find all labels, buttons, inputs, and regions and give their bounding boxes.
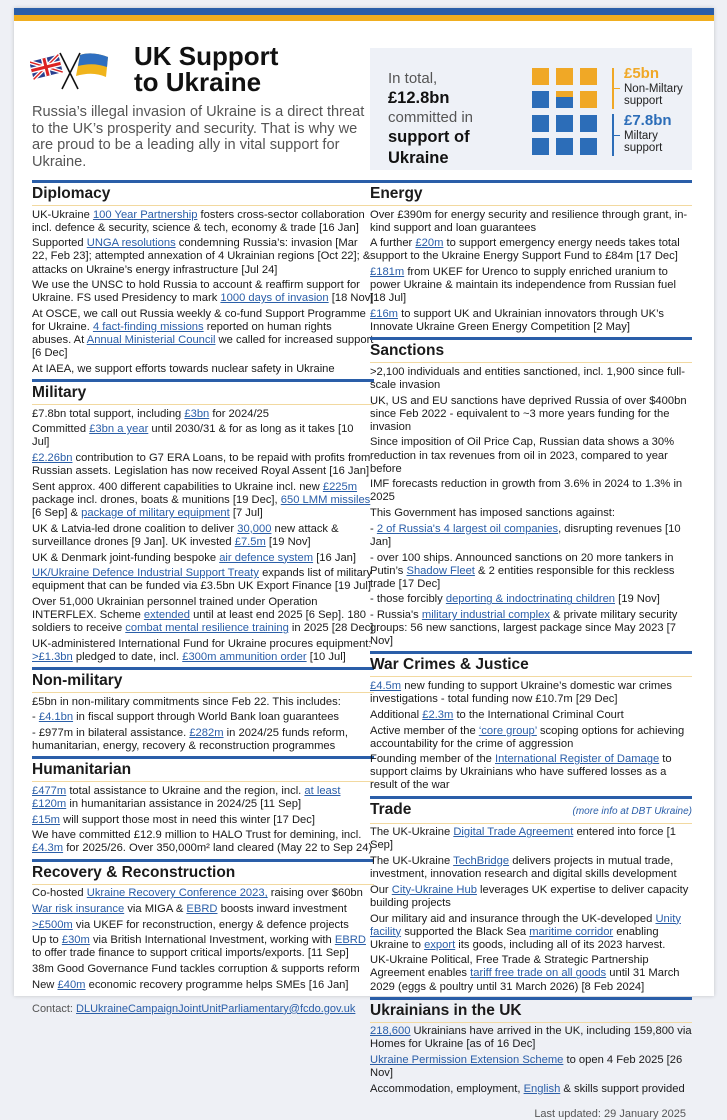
list-item: The UK-Ukraine Digital Trade Agreement entered into force [1 Sep] — [370, 826, 676, 852]
inline-link[interactable]: Digital Trade Agreement — [453, 826, 574, 839]
section-energy — [370, 180, 692, 337]
list-item: - £4.1bn in fiscal support through World Bank loan guarantees — [32, 711, 340, 724]
list-item: New £40m economic recovery programme helps SMEs [16 Jan] — [32, 978, 349, 991]
list-item: £2.26bn contribution to G7 ERA Loans, to be repaid with profits from Russian assets. Legislation has now received Royal Assent [16 Jan] — [32, 452, 371, 478]
section-heading: Energy — [370, 183, 692, 206]
list-item: Committed £3bn a year until 2030/31 & for as long as it takes [10 Jul] — [32, 423, 354, 449]
inline-link[interactable]: deporting & indoctrinating children — [445, 593, 616, 606]
list-item: War risk insurance via MIGA & EBRD boosts inward investment — [32, 902, 347, 915]
inline-link[interactable]: extended — [143, 609, 190, 622]
list-item: UK & Denmark joint-funding bespoke air defence system [16 Jan] — [32, 551, 357, 564]
inline-link[interactable]: £20m — [415, 237, 444, 250]
list-item: At IAEA, we support efforts towards nuclear safety in Ukraine — [32, 363, 335, 375]
inline-link[interactable]: tariff free trade on all goods — [470, 967, 607, 980]
list-item: UK-Ukraine Political, Free Trade & Strategic Partnership Agreement enables tariff free trade on all goods until 31 March 2029 (eggs & poultry until 31 March 2026) [8 Feb 2024] — [370, 954, 680, 993]
inline-link[interactable]: maritime corridor — [529, 925, 614, 938]
list-item: UK-Ukraine 100 Year Partnership fosters cross-sector collaboration incl. defence & security, science & tech, economy & trade [16 Jan] — [32, 208, 365, 234]
section-heading: War Crimes & Justice — [370, 654, 692, 677]
list-item: UK, US and EU sanctions have deprived Russia of over $400bn since Feb 2022 - equivalent to ~3 more years funding for the invasion — [370, 394, 687, 433]
list-item: Supported UNGA resolutions condemning Russia’s: invasion [Mar 22, Feb 23]; attempted annexation of 4 Ukrainian regions [Oct 22]; & attacks on Ukraine’s energy infrastructure [Jul 24] — [32, 237, 371, 276]
list-item: £16m to support UK and Ukrainian innovators through UK’s Innovate Ukraine Green Energy Competition [2 May] — [370, 308, 664, 334]
inline-link[interactable]: £2.3m — [422, 708, 454, 721]
inline-link[interactable]: £4.5m — [370, 680, 402, 693]
intro-text: Russia’s illegal invasion of Ukraine is a direct threat to the UK’s prosperity and security. That is why we are proud to be a leading ally in vital support for Ukraine. — [32, 104, 365, 170]
list-item: We have committed £12.9 million to HALO Trust for demining, incl. £4.3m for 2025/26. Over 350,000m² land cleared (May 22 to Sep 24) — [32, 829, 373, 855]
list-item: 218,600 Ukrainians have arrived in the UK, including 159,800 via Homes for Ukraine [as of 16 Dec] — [370, 1025, 692, 1051]
list-item: Ukraine Permission Extension Scheme to open 4 Feb 2025 [26 Nov] — [370, 1054, 683, 1080]
inline-link[interactable]: International Register of Damage — [495, 753, 660, 766]
inline-link[interactable]: £2.26bn — [32, 452, 73, 465]
inline-link[interactable]: EBRD — [186, 902, 218, 915]
list-item: £477m total assistance to Ukraine and the region, incl. at least £120m in humanitarian assistance in 2024/25 [11 Sep] — [32, 784, 341, 810]
non-military-label: Non-Miltary support — [624, 83, 683, 107]
list-item: Our City-Ukraine Hub leverages UK expertise to deliver capacity building projects — [370, 883, 689, 909]
inline-link[interactable]: military industrial complex — [421, 609, 550, 622]
list-item: £181m from UKEF for Urenco to supply enriched uranium to power Ukraine & maintain its independence from Russian fuel [18 Jul] — [370, 266, 676, 305]
list-item: 38m Good Governance Fund tackles corruption & supports reform — [32, 962, 360, 975]
inline-link[interactable]: package of military equipment — [81, 507, 230, 520]
inline-link[interactable]: £3bn — [184, 407, 210, 420]
contact-line: Contact: DLUkraineCampaignJointUnitParliamentary@fcdo.gov.uk — [32, 1002, 356, 1015]
inline-link[interactable]: 2 of Russia's 4 largest oil companies — [376, 522, 559, 535]
section-heading: Non-military — [32, 670, 374, 693]
section-heading: Diplomacy — [32, 183, 374, 206]
left-column — [32, 180, 374, 1015]
list-item: A further £20m to support emergency energy needs takes total support to the Ukraine Energy Support Fund to £84m [17 Dec] — [370, 237, 680, 263]
list-item: - those forcibly deporting & indoctrinating children [19 Nov] — [370, 593, 660, 606]
inline-link[interactable]: export — [424, 938, 456, 951]
list-item: UK & Latvia-led drone coalition to deliver 30,000 new attack & surveillance drones [9 Jan]. UK invested £7.5m [19 Nov] — [32, 522, 339, 548]
section-ukrainians-in-uk — [370, 997, 692, 1120]
inline-link[interactable]: UK/Ukraine Defence Industrial Support Treaty — [32, 567, 259, 580]
list-item: The UK-Ukraine TechBridge delivers projects in mutual trade, investment, innovation research and digital skills development — [370, 854, 677, 881]
section-heading: Trade (more info at DBT Ukraine) — [370, 799, 692, 824]
section-humanitarian — [32, 756, 374, 858]
list-item: Sent approx. 400 different capabilities to Ukraine incl. new £225m package incl. drones, boats & munitions [19 Dec], 650 LMM missiles [6 Sep] & package of military equipment [7 Jul] — [32, 480, 371, 520]
inline-link[interactable]: 30,000 — [237, 522, 272, 535]
section-heading: Humanitarian — [32, 759, 374, 782]
list-item: UK-administered International Fund for Ukraine procures equipment: >£1.3bn pledged to date, incl. £300m ammunition order [10 Jul] — [32, 637, 372, 664]
inline-link[interactable]: £7.5m — [234, 535, 266, 548]
list-item: Active member of the ‘core group’ scoping options for achieving accountability for the crime of aggression — [370, 724, 685, 750]
section-sanctions — [370, 337, 692, 651]
inline-link[interactable]: combat mental resilience training — [125, 622, 289, 635]
inline-link[interactable]: Ukraine Permission Extension Scheme — [370, 1054, 564, 1067]
list-item: UK/Ukraine Defence Industrial Support Treaty expands list of military equipment that can be funded via £3.5bn UK Export Finance [19 Jul] — [32, 567, 373, 593]
inline-link[interactable]: air defence system — [219, 551, 314, 564]
inline-link[interactable]: >£500m — [32, 918, 73, 931]
inline-link[interactable]: War risk insurance — [32, 902, 125, 915]
list-item: Accommodation, employment, English & skills support provided — [370, 1082, 685, 1095]
inline-link[interactable]: £30m — [61, 934, 90, 947]
section-heading: Recovery & Reconstruction — [32, 862, 374, 885]
section-heading: Military — [32, 382, 374, 405]
list-item: IMF forecasts reduction in growth from 3.6% in 2024 to 1.3% in 2025 — [370, 478, 683, 504]
section-non-military — [32, 667, 374, 756]
list-item: Over £390m for energy security and resilience through grant, in-kind support and loan guarantees — [370, 208, 688, 234]
inline-link[interactable]: >£1.3bn — [32, 651, 73, 664]
list-item: >£500m via UKEF for reconstruction, energy & defence projects — [32, 918, 349, 931]
list-item: - Russia's military industrial complex & private military security groups: 56 new sanctions, largest package since May 2023 [7 Nov] — [370, 609, 678, 648]
inline-link[interactable]: £15m — [32, 813, 60, 826]
list-item: Co-hosted Ukraine Recovery Conference 2023, raising over $60bn — [32, 887, 363, 900]
inline-link[interactable]: £4.3m — [32, 842, 64, 855]
inline-link[interactable]: Unity facility — [370, 912, 681, 938]
inline-link[interactable]: 4 fact-finding missions — [92, 321, 204, 334]
inline-link[interactable]: £300m ammunition order — [182, 651, 307, 664]
non-military-amount: £5bn — [624, 65, 660, 82]
yellow-top-stripe — [14, 15, 714, 21]
list-item: - £977m in bilateral assistance. £282m in 2024/25 funds reform, humanitarian, energy, recovery & reconstruction programmes — [32, 727, 348, 753]
list-item: Up to £30m via British International Investment, working with EBRD to offer trade finance to support critical imports/exports. [11 Sep] — [32, 934, 366, 960]
inline-link[interactable]: 1000 days of invasion — [220, 292, 329, 305]
dbt-ukraine-note-link[interactable]: (more info at DBT Ukraine) — [572, 805, 692, 817]
inline-link[interactable]: Ukraine Recovery Conference 2023, — [86, 887, 268, 900]
inline-link[interactable]: £225m — [322, 480, 358, 493]
list-item: £7.8bn total support, including £3bn for 2024/25 — [32, 407, 269, 420]
list-item: Additional £2.3m to the International Criminal Court — [370, 708, 624, 721]
section-heading: Sanctions — [370, 340, 692, 363]
list-item: £4.5m new funding to support Ukraine’s domestic war crimes investigations - total funding now £10.7m [29 Dec] — [370, 680, 672, 706]
uk-ukraine-flags-icon — [30, 49, 110, 91]
inline-link[interactable]: £477m — [32, 784, 67, 797]
list-item: Over 51,000 Ukrainian personnel trained under Operation INTERFLEX. Scheme extended until at least end 2025 [6 Sep]. 180 soldiers to receive combat mental resilience training in 2025 [28 Dec] — [32, 596, 374, 635]
inline-link[interactable]: at least £120m — [32, 784, 341, 810]
total-commitment-panel — [370, 48, 692, 170]
list-item: At OSCE, we call out Russia weekly & co-fund Support Programme for Ukraine. 4 fact-finding missions reported on human rights abuses. At Annual Ministerial Council we called for increased support [6 Dec] — [32, 308, 374, 360]
contact-email-link[interactable]: DLUkraineCampaignJointUnitParliamentary@fcdo.gov.uk — [76, 1002, 356, 1015]
blue-top-stripe — [14, 8, 714, 15]
section-diplomacy — [32, 180, 374, 379]
military-amount: £7.8bn — [624, 112, 672, 129]
inline-link[interactable]: £16m — [370, 308, 398, 321]
section-military — [32, 379, 374, 667]
inline-link[interactable]: 218,600 — [370, 1025, 411, 1038]
inline-link[interactable]: 650 LMM missiles — [280, 494, 371, 507]
factsheet — [14, 8, 714, 1120]
inline-link[interactable]: £40m — [57, 978, 86, 991]
right-column — [370, 180, 692, 1120]
inline-link[interactable]: £282m — [189, 727, 224, 740]
list-item: - over 100 ships. Announced sanctions on 20 more tankers in Putin’s Shadow Fleet & 2 entities responsible for this reckless trade [17 Dec] — [370, 551, 675, 590]
inline-link[interactable]: English — [523, 1082, 561, 1095]
list-item: Founding member of the International Register of Damage to support claims by Ukrainians who have suffered losses as a result of the war — [370, 753, 672, 792]
list-item: Our military aid and insurance through the UK-developed Unity facility supported the Black Sea maritime corridor enabling Ukraine to export its goods, including all of its 2023 harvest. — [370, 912, 681, 951]
total-text: In total, £12.8bn committed in support of Ukraine — [388, 70, 474, 167]
list-item: This Government has imposed sanctions against: — [370, 507, 616, 520]
waffle-chart — [532, 68, 602, 158]
list-item: - 2 of Russia's 4 largest oil companies, disrupting revenues [10 Jan] — [370, 522, 681, 548]
inline-link[interactable]: City-Ukraine Hub — [391, 883, 477, 896]
page-title: UK Support to Ukraine — [134, 41, 279, 97]
inline-link[interactable]: £3bn a year — [89, 423, 149, 436]
inline-link[interactable]: EBRD — [334, 934, 366, 947]
list-item: £5bn in non-military commitments since Feb 22. This includes: — [32, 695, 341, 708]
inline-link[interactable]: £181m — [370, 266, 405, 279]
inline-link[interactable]: ‘core group’ — [478, 724, 537, 737]
inline-link[interactable]: Shadow Fleet — [406, 564, 475, 577]
section-trade — [370, 796, 692, 997]
list-item: £15m will support those most in need this winter [17 Dec] — [32, 813, 315, 826]
military-label: Miltary support — [624, 130, 663, 154]
section-war-crimes — [370, 651, 692, 795]
inline-link[interactable]: £4.1bn — [38, 711, 74, 724]
last-updated: Last updated: 29 January 2025 — [534, 1107, 686, 1120]
list-item: >2,100 individuals and entities sanctioned, incl. 1,900 since full-scale invasion — [370, 365, 686, 391]
inline-link[interactable]: 100 Year Partnership — [92, 208, 198, 221]
list-item: Since imposition of Oil Price Cap, Russian data shows a 30% reduction in tax revenues from oil in 2023, compared to year before — [370, 436, 675, 475]
section-recovery — [32, 859, 374, 1015]
inline-link[interactable]: Annual Ministerial Council — [86, 334, 216, 347]
section-heading: Ukrainians in the UK — [370, 1000, 692, 1023]
inline-link[interactable]: UNGA resolutions — [86, 237, 176, 250]
total-amount: £12.8bn — [388, 89, 450, 107]
inline-link[interactable]: TechBridge — [453, 854, 510, 867]
list-item: We use the UNSC to hold Russia to account & reaffirm support for Ukraine. FS used Presidency to mark 1000 days of invasion [18 Nov] — [32, 279, 374, 305]
